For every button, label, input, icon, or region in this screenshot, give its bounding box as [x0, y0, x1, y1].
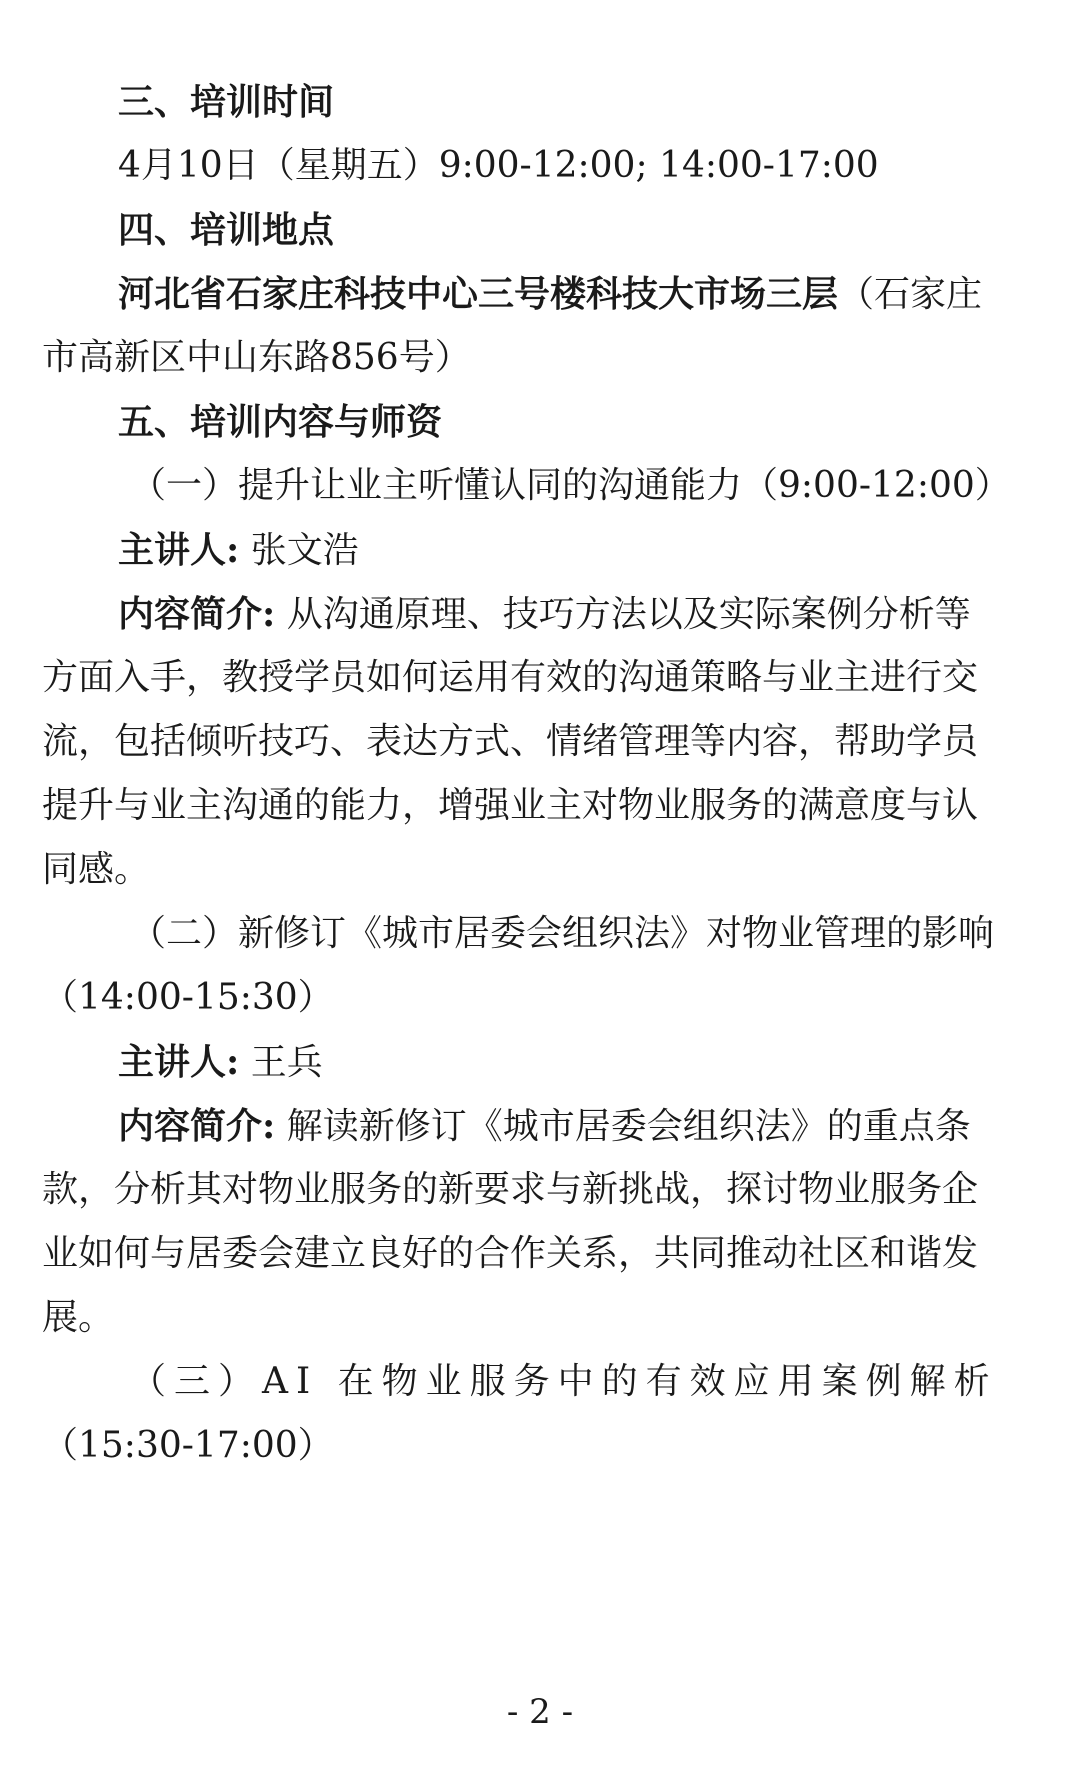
speaker-label: 主讲人: — [118, 529, 240, 571]
speaker-label: 主讲人: — [118, 1041, 240, 1083]
topic-1-intro-line5: 同感。 — [42, 849, 151, 890]
topic-2-intro-line4: 展。 — [42, 1297, 115, 1338]
topic-2-intro-line1 — [118, 1102, 1080, 1151]
intro-label: 内容简介: — [118, 593, 276, 635]
topic-1-intro-line4: 提升与业主沟通的能力，增强业主对物业服务的满意度与认 — [42, 785, 979, 826]
section-3-title: 三、培训时间 — [118, 81, 335, 123]
topic-3-title-line2: （15:30-17:00） — [42, 1425, 334, 1466]
training-place-line2: 市高新区中山东路856号） — [42, 337, 471, 378]
intro-text: 解读新修订《城市居委会组织法》的重点条 — [275, 1106, 971, 1147]
intro-label: 内容简介: — [118, 1105, 276, 1147]
section-5-title: 五、培训内容与师资 — [118, 401, 443, 443]
training-place-rest: （石家庄 — [838, 274, 983, 315]
topic-3-title-line1: （三）AI 在物业服务中的有效应用案例解析 — [130, 1361, 998, 1402]
topic-1-intro-line1 — [118, 590, 1080, 639]
training-place-bold: 河北省石家庄科技中心三号楼科技大市场三层 — [118, 273, 839, 315]
section-4-title: 四、培训地点 — [118, 209, 335, 251]
intro-text: 从沟通原理、技巧方法以及实际案例分析等 — [275, 594, 971, 635]
topic-2-speaker — [118, 1038, 1080, 1087]
topic-1-intro-line3: 流，包括倾听技巧、表达方式、情绪管理等内容，帮助学员 — [42, 721, 979, 762]
page-number: - 2 - — [506, 1692, 574, 1732]
topic-2-title-line1: （二）新修订《城市居委会组织法》对物业管理的影响 — [130, 913, 995, 954]
topic-1-title: （一）提升让业主听懂认同的沟通能力（9:00-12:00） — [130, 465, 1011, 506]
training-time: 4月10日（星期五）9:00-12:00; 14:00-17:00 — [118, 145, 879, 186]
speaker-name: 王兵 — [239, 1042, 323, 1083]
topic-1-speaker — [118, 526, 1080, 575]
topic-2-intro-line3: 业如何与居委会建立良好的合作关系，共同推动社区和谐发 — [42, 1233, 979, 1274]
topic-2-intro-line2: 款，分析其对物业服务的新要求与新挑战，探讨物业服务企 — [42, 1169, 979, 1210]
topic-1-intro-line2: 方面入手，教授学员如何运用有效的沟通策略与业主进行交 — [42, 657, 979, 698]
training-place-line1 — [118, 270, 1080, 319]
topic-2-title-line2: （14:00-15:30） — [42, 977, 334, 1018]
speaker-name: 张文浩 — [239, 530, 359, 571]
